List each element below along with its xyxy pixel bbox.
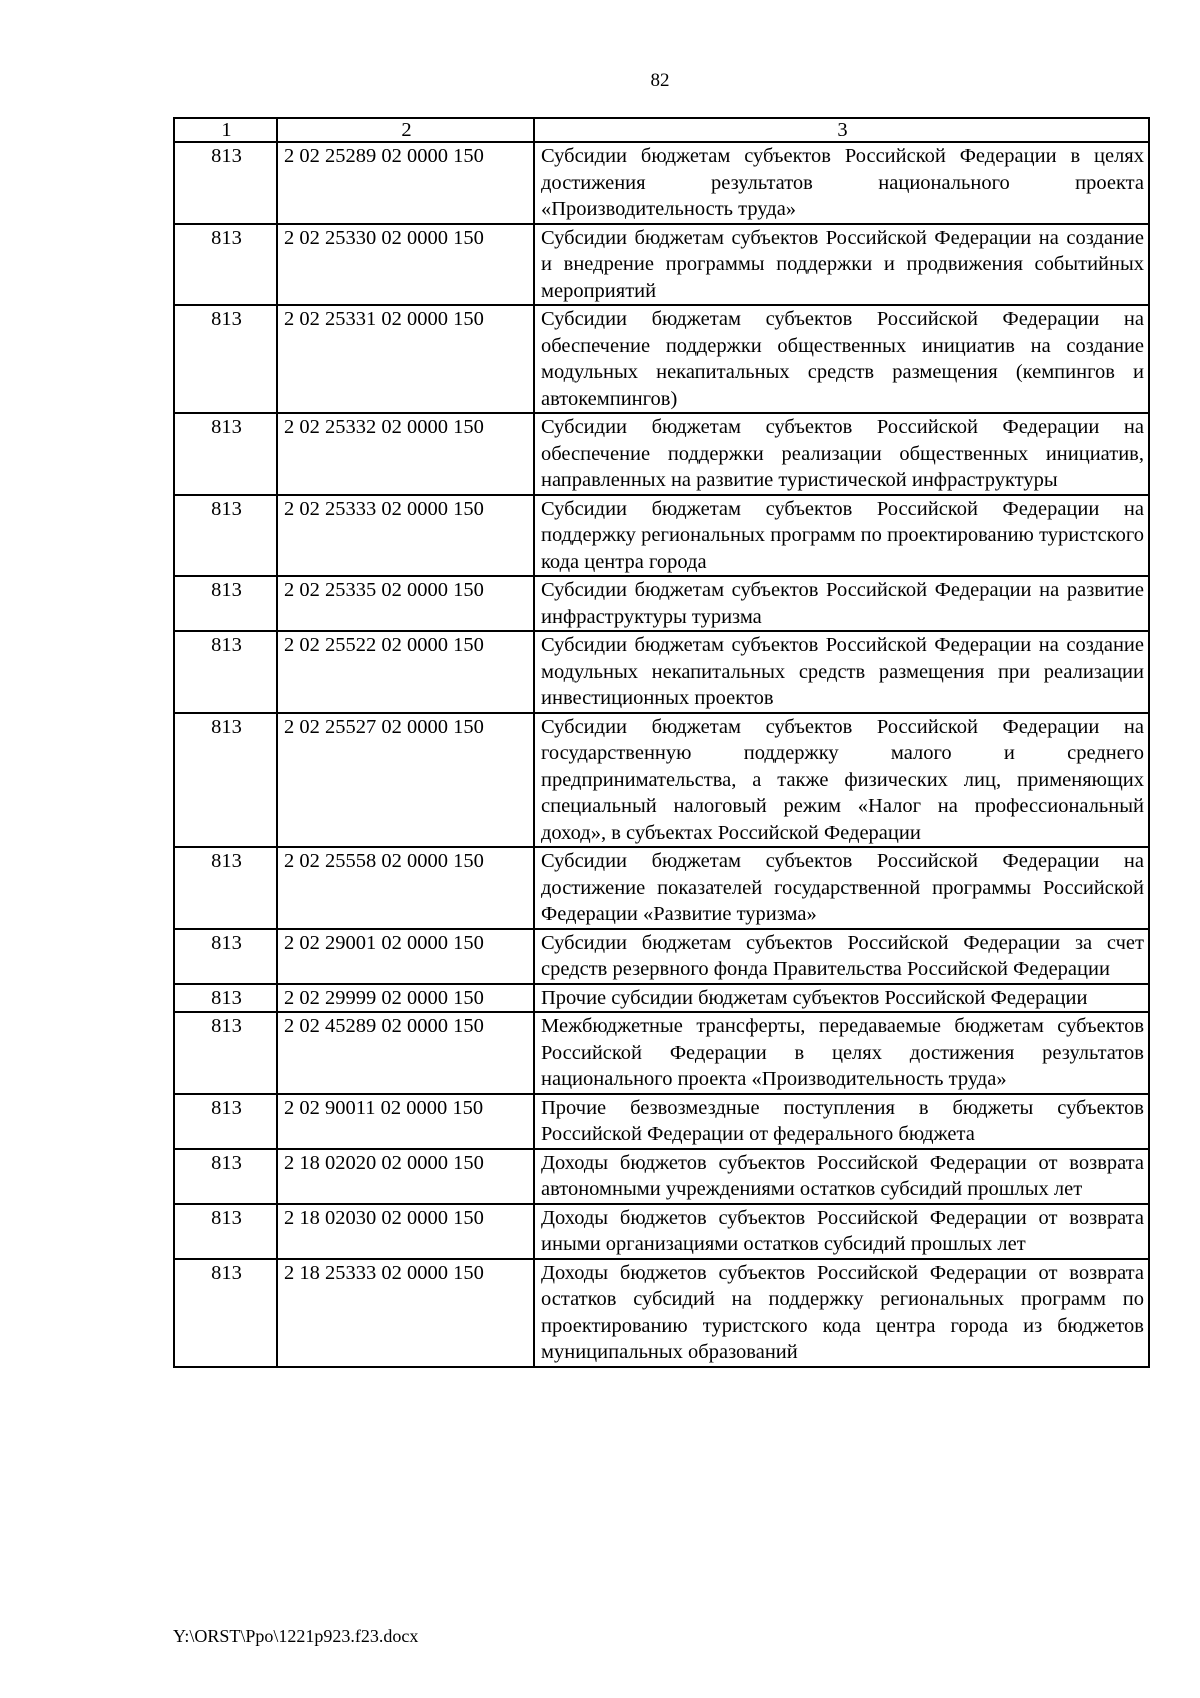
table-row [174,224,1149,306]
budget-code-cell: 2 02 25331 02 0000 150 [277,305,534,413]
table-row [174,1259,1149,1367]
revenue-name-cell: Субсидии бюджетам субъектов Российской Федерации на достижение показателей государственной программы Российской Федерации «Развитие туризма» [534,847,1149,929]
table-row [174,576,1149,631]
admin-code-cell: 813 [174,576,277,631]
budget-code-cell: 2 02 25330 02 0000 150 [277,224,534,306]
table-row [174,631,1149,713]
budget-code-cell: 2 02 90011 02 0000 150 [277,1094,534,1149]
table-row [174,495,1149,577]
table-row [174,305,1149,413]
admin-code-cell: 813 [174,1204,277,1259]
budget-revenue-table [173,117,1150,1368]
revenue-name-cell: Прочие безвозмездные поступления в бюджеты субъектов Российской Федерации от федерального бюджета [534,1094,1149,1149]
revenue-name-cell: Субсидии бюджетам субъектов Российской Федерации на обеспечение поддержки реализации общественных инициатив, направленных на развитие туристической инфраструктуры [534,413,1149,495]
admin-code-cell: 813 [174,305,277,413]
budget-code-cell: 2 02 29999 02 0000 150 [277,984,534,1013]
admin-code-cell: 813 [174,1094,277,1149]
revenue-name-cell: Межбюджетные трансферты, передаваемые бюджетам субъектов Российской Федерации в целях достижения результатов национального проекта «Производительность труда» [534,1012,1149,1094]
admin-code-cell: 813 [174,1259,277,1367]
table-row [174,1094,1149,1149]
budget-code-cell: 2 02 25558 02 0000 150 [277,847,534,929]
budget-code-cell: 2 18 02030 02 0000 150 [277,1204,534,1259]
admin-code-cell: 813 [174,142,277,224]
admin-code-cell: 813 [174,224,277,306]
table-row [174,142,1149,224]
revenue-name-cell: Доходы бюджетов субъектов Российской Федерации от возврата иными организациями остатков субсидий прошлых лет [534,1204,1149,1259]
footer-file-path: Y:\ORST\Ppo\1221p923.f23.docx [173,1626,419,1646]
budget-code-cell: 2 02 25333 02 0000 150 [277,495,534,577]
page-number: 82 [650,70,670,91]
admin-code-cell: 813 [174,929,277,984]
table-row [174,984,1149,1013]
revenue-name-cell: Субсидии бюджетам субъектов Российской Федерации за счет средств резервного фонда Правительства Российской Федерации [534,929,1149,984]
revenue-name-cell: Доходы бюджетов субъектов Российской Федерации от возврата остатков субсидий на поддержку региональных программ по проектированию туристского кода центра города из бюджетов муниципальных образований [534,1259,1149,1367]
revenue-name-cell: Субсидии бюджетам субъектов Российской Федерации на государственную поддержку малого и среднего предпринимательства, а также физических лиц, применяющих специальный налоговый режим «Налог на профессиональный доход», в субъектах Российской Федерации [534,713,1149,848]
budget-code-cell: 2 02 25332 02 0000 150 [277,413,534,495]
revenue-name-cell: Доходы бюджетов субъектов Российской Федерации от возврата автономными учреждениями остатков субсидий прошлых лет [534,1149,1149,1204]
table-row [174,847,1149,929]
table-body [174,118,1149,1367]
revenue-name-cell: Субсидии бюджетам субъектов Российской Федерации на создание модульных некапитальных средств размещения при реализации инвестиционных проектов [534,631,1149,713]
budget-code-cell: 2 02 25522 02 0000 150 [277,631,534,713]
revenue-name-cell: Субсидии бюджетам субъектов Российской Федерации на развитие инфраструктуры туризма [534,576,1149,631]
table-row [174,413,1149,495]
revenue-name-cell: Субсидии бюджетам субъектов Российской Федерации в целях достижения результатов национального проекта «Производительность труда» [534,142,1149,224]
table-header-row [174,118,1149,142]
budget-code-cell: 2 02 29001 02 0000 150 [277,929,534,984]
header-cell-1: 1 [174,118,277,142]
table-row [174,1012,1149,1094]
budget-code-cell: 2 02 25335 02 0000 150 [277,576,534,631]
table-row [174,713,1149,848]
budget-code-cell: 2 18 25333 02 0000 150 [277,1259,534,1367]
header-cell-2: 2 [277,118,534,142]
admin-code-cell: 813 [174,413,277,495]
revenue-name-cell: Субсидии бюджетам субъектов Российской Федерации на создание и внедрение программы поддержки и продвижения событийных мероприятий [534,224,1149,306]
budget-code-cell: 2 02 25527 02 0000 150 [277,713,534,848]
admin-code-cell: 813 [174,984,277,1013]
table-row [174,1149,1149,1204]
table-row [174,929,1149,984]
table-row [174,1204,1149,1259]
revenue-name-cell: Субсидии бюджетам субъектов Российской Федерации на поддержку региональных программ по проектированию туристского кода центра города [534,495,1149,577]
admin-code-cell: 813 [174,713,277,848]
admin-code-cell: 813 [174,1012,277,1094]
admin-code-cell: 813 [174,495,277,577]
budget-code-cell: 2 02 25289 02 0000 150 [277,142,534,224]
header-cell-3: 3 [534,118,1149,142]
budget-code-cell: 2 02 45289 02 0000 150 [277,1012,534,1094]
admin-code-cell: 813 [174,847,277,929]
budget-code-cell: 2 18 02020 02 0000 150 [277,1149,534,1204]
revenue-name-cell: Прочие субсидии бюджетам субъектов Российской Федерации [534,984,1149,1013]
revenue-name-cell: Субсидии бюджетам субъектов Российской Федерации на обеспечение поддержки общественных инициатив на создание модульных некапитальных средств размещения (кемпингов и автокемпингов) [534,305,1149,413]
admin-code-cell: 813 [174,631,277,713]
admin-code-cell: 813 [174,1149,277,1204]
